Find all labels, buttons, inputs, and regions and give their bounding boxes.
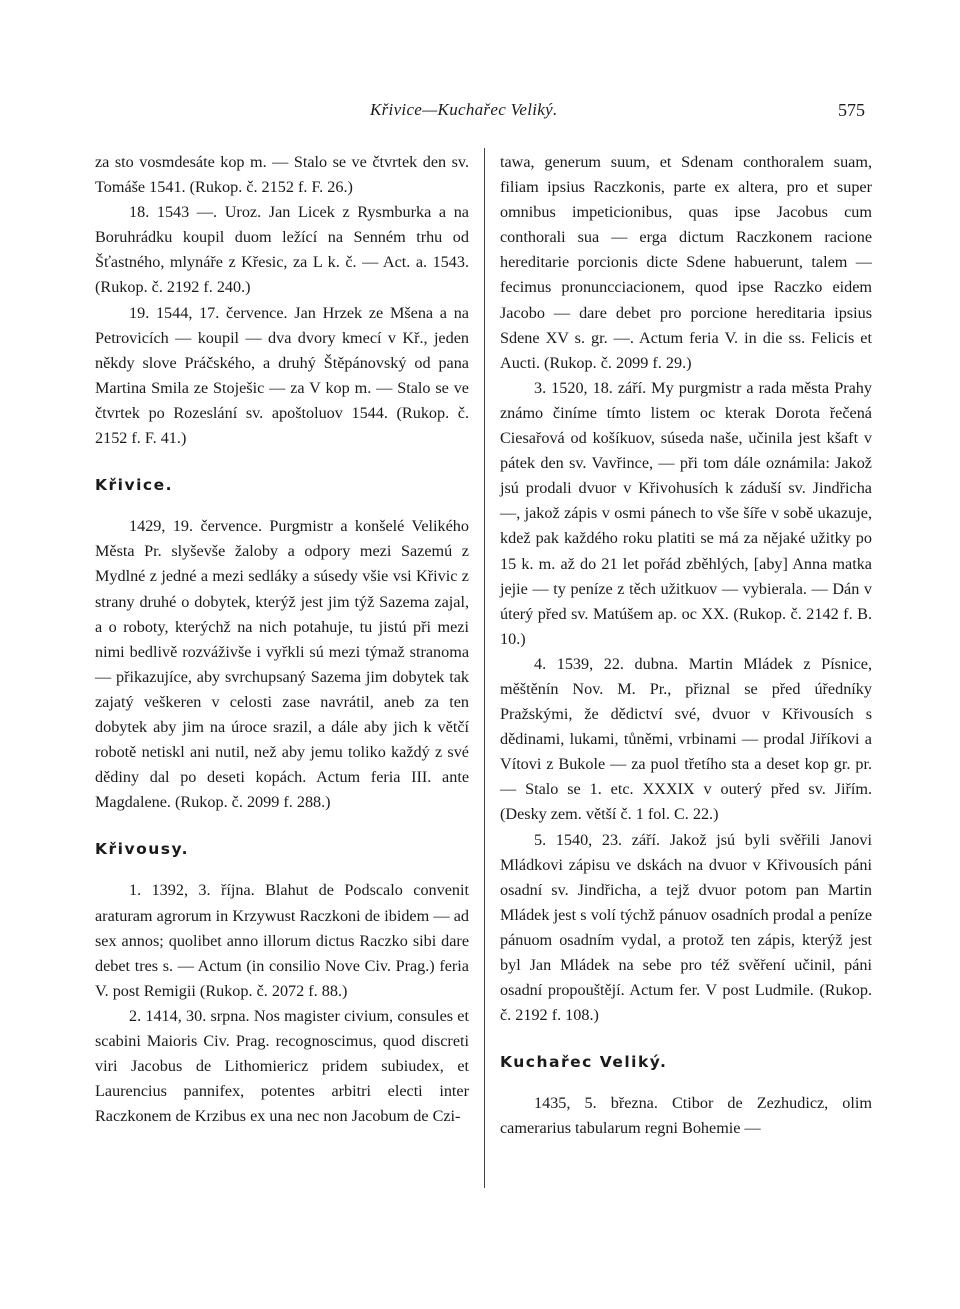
entry-heading: Křivousy. <box>95 840 190 859</box>
running-title: Křivice—Kuchařec Veliký. <box>370 100 558 119</box>
paragraph: 1429, 19. července. Purgmistr a konšelé Velikého Města Pr. slyševše žaloby a odpory mezi Sazemú z Mydlné z jedné a mezi sedláky a súsedy všie vsi Křivic z strany druhé o dobytek, kterýž jest jim týž Sazema zajal, a o roboty, kterýchž na nich potahuje, tu jistú při mezi nimi bedlivě rozváživše i vyřkli sú mezi týmaž stranoma — přikazujíce, aby svrchupsaný Sazema jim dobytek tak zajatý veškeren v celosti zase navrátil, aneb za ten dobytek aby jim na úroce srazil, a dále aby jich k větčí robotě netiskl ani nutil, než aby jemu toliko každý z své dědiny dal po deseti kopách. Actum feria III. ante Magdalene. (Rukop. č. 2099 f. 288.) <box>95 517 469 812</box>
entry-heading: Kuchařec Veliký. <box>500 1053 668 1072</box>
paragraph: 1435, 5. března. Ctibor de Zezhudicz, olim camerarius tabularum regni Bohemie — <box>500 1094 872 1138</box>
right-column <box>500 150 872 1142</box>
page-number: 575 <box>838 100 865 120</box>
paragraph: 5. 1540, 23. září. Jakož jsú byli svěřili Janovi Mládkovi zápisu ve dskách na dvuor v Křivousích páni osadní sv. Jindřicha, a tejž dvuor potom pan Martin Mládek jest s volí týchž pánuov osadních prodal a peníze pánuom osadním vydal, a protož ten zápis, kterýž jest byl Jan Mládek na sebe pro též svěření učinil, páni osadní propouštějí. Actum fer. V post Ludmile. (Rukop. č. 2192 f. 108.) <box>500 830 872 1025</box>
paragraph: 19. 1544, 17. července. Jan Hrzek ze Mšena a na Petrovicích — koupil — dva dvory kmecí v Kř., jeden někdy slove Práčského, a druhý Štěpánovský od pana Martina Smila ze Stoješic — za V kop m. — Stalo se ve čtvrtek po Rozeslání sv. apoštoluov 1544. (Rukop. č. 2152 f. F. 41.) <box>95 303 469 448</box>
paragraph: 1. 1392, 3. října. Blahut de Podscalo convenit araturam agrorum in Krzywust Raczkoni de ibidem — ad sex annos; quolibet anno illorum dictus Raczko sibi dare debet tres s. — Actum (in consilio Nove Civ. Prag.) feria V. post Remigii (Rukop. č. 2072 f. 88.) <box>95 881 469 1000</box>
paragraph: za sto vosmdesáte kop m. — Stalo se ve čtvrtek den sv. Tomáše 1541. (Rukop. č. 2152 f. F. 26.) <box>95 153 469 197</box>
paragraph: 3. 1520, 18. září. My purgmistr a rada města Prahy známo činíme tímto listem oc kterak Dorota řečená Ciesařová od košíkuov, súseda naše, učinila jest kšaft v pátek den sv. Vavřince, — při tom dále oznámila: Jakož jsú prodali dvuor v Křivohusích k záduší sv. Jindřicha —, jakož zápis v osmi pánech to vše šíře v sobě ukazuje, kdež pak každého roku platiti se má za nějaké užitky po 15 k. m. až do 21 let pořád zběhlých, [aby] Anna matka jejie — ty peníze z těch užitkuov — vybierala. — Dán v úterý před sv. Matúšem ap. oc XX. (Rukop. č. 2142 f. B. 10.) <box>500 378 872 648</box>
paragraph: 2. 1414, 30. srpna. Nos magister civium, consules et scabini Maioris Civ. Prag. recognoscimus, quod discreti viri Jacobus de Lithomiericz pridem subiudex, et Laurencius pannifex, potentes arbitri electi inter Raczkonem de Krzibus ex una nec non Jacobum de Czi- <box>95 1006 469 1126</box>
paragraph: 18. 1543 —. Uroz. Jan Licek z Rysmburka a na Boruhrádku koupil duom ležící na Senném trhu od Šťastného, mlynáře z Křesic, za L k. č. — Act. a. 1543. (Rukop. č. 2192 f. 240.) <box>95 203 469 297</box>
entry-heading: Křivice. <box>95 476 173 495</box>
paragraph: tawa, generum suum, et Sdenam conthoralem suam, filiam ipsius Raczkonis, parte ex altera, pro et super omnibus impeticionibus, quas ipse Jacobus cum conthorali sua — erga dictum Raczkonem racione hereditarie porcionis dicte Sdene habuerunt, talem — fecimus pronuncciacionem, quod ipse Raczko eidem Jacobo — dare debet pro porcione hereditaria ipsius Sdene XV s. gr. —. Actum feria V. in die ss. Felicis et Aucti. (Rukop. č. 2099 f. 29.) <box>500 153 872 372</box>
paragraph: 4. 1539, 22. dubna. Martin Mládek z Písnice, měštěnín Nov. M. Pr., přiznal se před úředníky Pražskými, že dědictví své, dvuor v Křivousích s dědinami, lukami, tůněmi, vrbinami — prodal Jiříkovi a Vítovi z Bukole — za puol třetího sta a deset kop gr. pr. — Stalo se 1. etc. XXXIX v outerý před sv. Jiřím. (Desky zem. větší č. 1 fol. C. 22.) <box>500 654 872 824</box>
left-column <box>95 150 469 1129</box>
column-divider <box>484 148 485 1188</box>
